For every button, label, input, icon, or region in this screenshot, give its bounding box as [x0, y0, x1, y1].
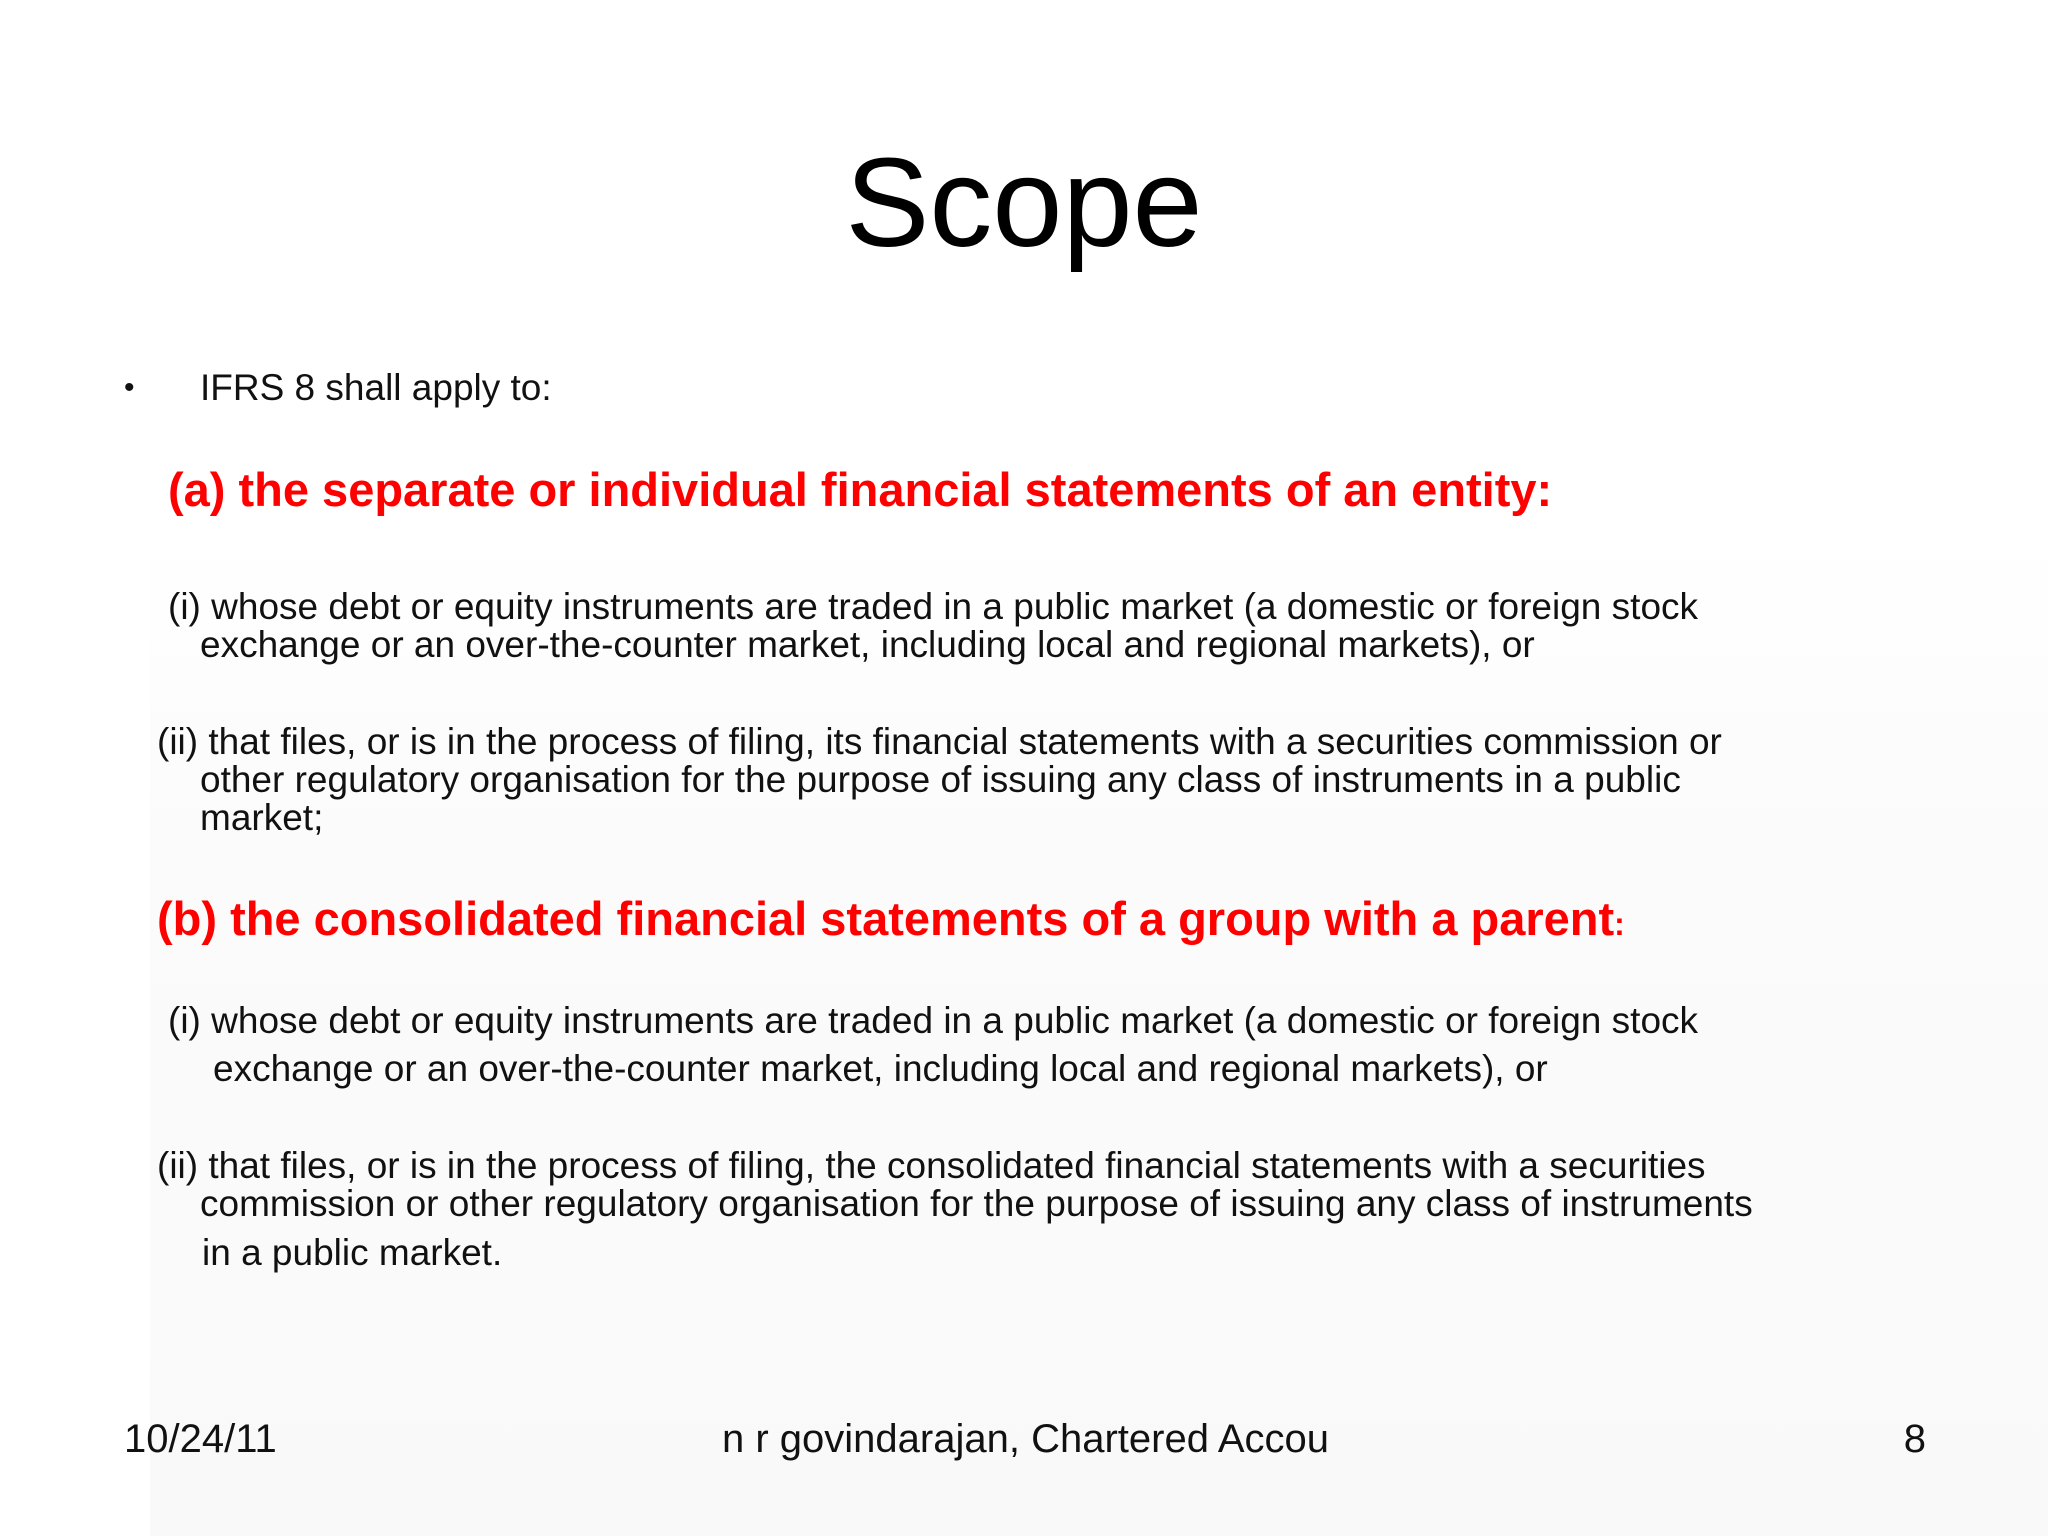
section-a-item-ii-line1: (ii) that files, or is in the process of filing, its financial statements with a securities commission or: [157, 721, 1722, 762]
slide-title: Scope: [845, 132, 1203, 273]
section-b-item-i-line2: exchange or an over-the-counter market, including local and regional markets), or: [213, 1048, 1548, 1089]
section-a-heading: (a) the separate or individual financial statements of an entity:: [168, 463, 1553, 516]
section-a-item-i-line2: exchange or an over-the-counter market, including local and regional markets), or: [200, 624, 1535, 665]
bullet-icon: •: [124, 371, 135, 404]
footer-author: n r govindarajan, Chartered Accou: [722, 1417, 1330, 1461]
section-a-item-ii-line2: other regulatory organisation for the purpose of issuing any class of instruments in a public: [200, 759, 1681, 800]
section-a-item-i-line1: (i) whose debt or equity instruments are traded in a public market (a domestic or foreign stock: [168, 586, 1699, 627]
section-b-heading: [157, 891, 1625, 952]
section-b-item-ii-line2: commission or other regulatory organisation for the purpose of issuing any class of instruments: [200, 1183, 1753, 1224]
intro-text: IFRS 8 shall apply to:: [200, 367, 552, 408]
footer-page-number: 8: [1903, 1417, 1926, 1461]
section-a-item-ii-line3: market;: [200, 797, 324, 838]
section-b-item-ii-line3: in a public market.: [202, 1232, 503, 1273]
footer-date: 10/24/11: [124, 1417, 277, 1461]
section-b-heading-colon: :: [1614, 906, 1625, 942]
section-b-item-i-line1: (i) whose debt or equity instruments are traded in a public market (a domestic or foreign stock: [168, 1000, 1699, 1041]
section-b-heading-text: (b) the consolidated financial statements of a group with a parent: [157, 892, 1615, 945]
section-b-item-ii-line1: (ii) that files, or is in the process of filing, the consolidated financial statements with a securities: [157, 1145, 1706, 1186]
